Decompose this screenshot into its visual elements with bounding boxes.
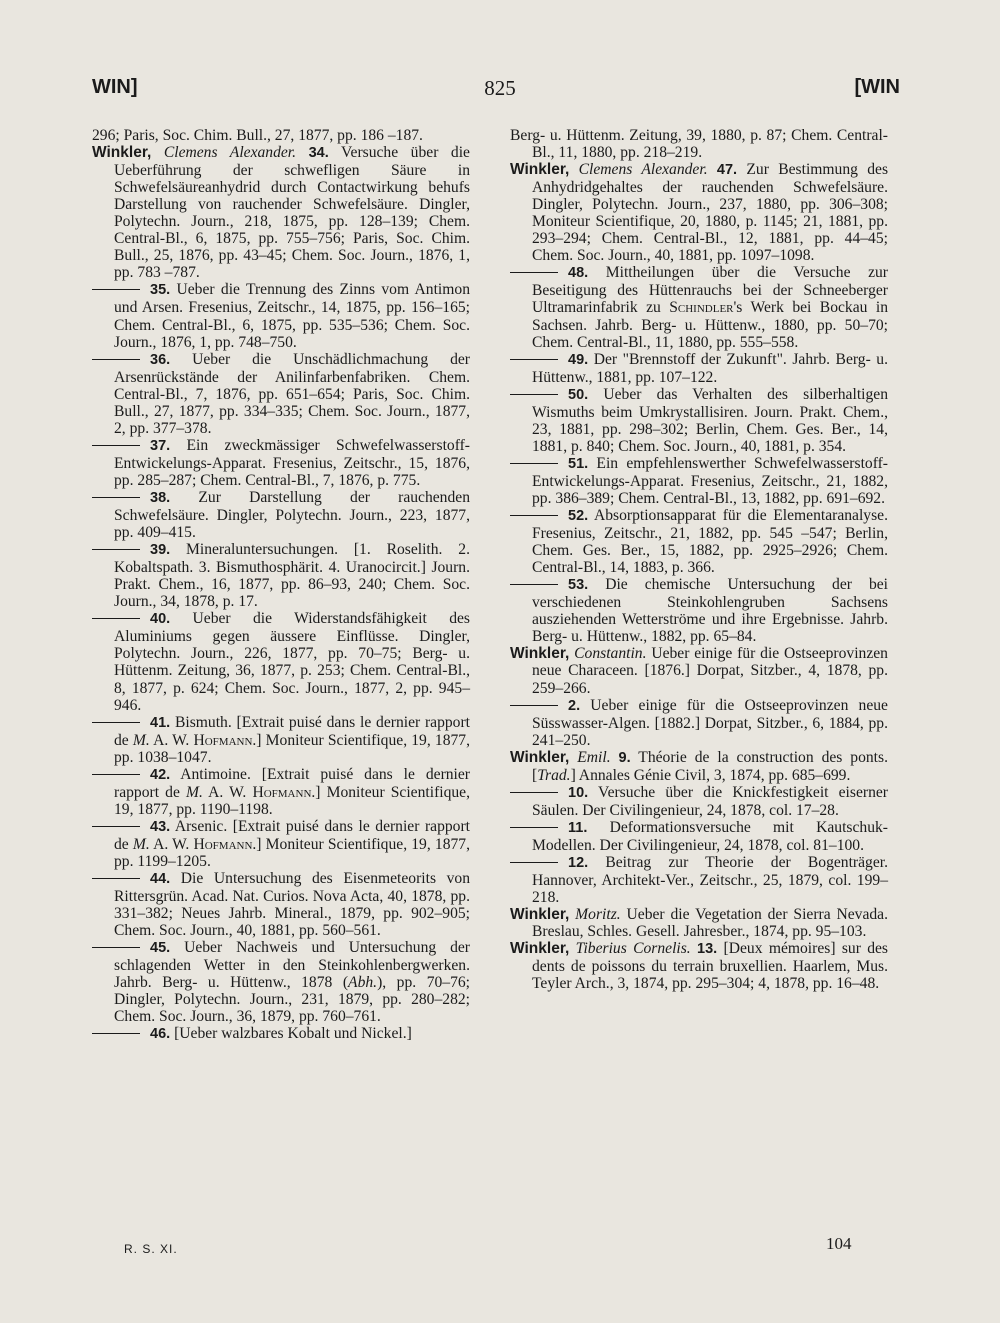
entry-text: Arsenic. [Extrait puisé dans le dernier rapport de bbox=[114, 817, 470, 853]
ditto-dash bbox=[510, 394, 558, 395]
entry-text: Antimoine. [Extrait puisé dans le dernier rapport de bbox=[114, 765, 471, 801]
entry-text: Ein zweckmässiger Schwefelwasserstoff-Entwickelungs-Apparat. Fresenius, Zeitschr., 15, 1876, pp. 285–287; Chem. Central-Bl., 7, 1876, p. 775. bbox=[114, 436, 470, 489]
entry-small-caps: Hofmann bbox=[193, 731, 253, 749]
work-entry bbox=[510, 264, 888, 350]
work-entry bbox=[510, 507, 888, 576]
work-entry bbox=[92, 870, 470, 939]
entry-number: 34. bbox=[308, 145, 329, 162]
ditto-dash bbox=[92, 722, 140, 723]
work-entry bbox=[510, 576, 888, 645]
work-entry bbox=[92, 281, 470, 350]
running-head-left: WIN] bbox=[92, 76, 138, 98]
author-given-names: Clemens Alexander. bbox=[163, 144, 297, 162]
ditto-dash bbox=[92, 878, 140, 879]
ditto-dash bbox=[92, 289, 140, 290]
entry-number: 9. bbox=[618, 749, 631, 766]
ditto-dash bbox=[92, 826, 140, 827]
entry-text: Ueber einige für die Ostseeprovinzen neue Characeen. [1876.] Dorpat, Sitzber., 4, 1878, pp. 259–266. bbox=[532, 645, 888, 697]
entry-number: 42. bbox=[150, 766, 171, 783]
author-given-names: Emil. bbox=[577, 748, 611, 766]
entry-text: .] Moniteur Scientifique, 19, 1877, pp. 1038–1047. bbox=[114, 731, 470, 766]
work-entry bbox=[92, 351, 470, 437]
entry-number: 10. bbox=[568, 784, 589, 801]
work-entry bbox=[92, 766, 470, 818]
entry-text: Berg- u. Hüttenm. Zeitung, 39, 1880, p. 87; Chem. Central-Bl., 11, 1880, pp. 218–219. bbox=[510, 127, 888, 162]
entry-text: Versuche über die Knickfestigkeit eiserner Säulen. Der Civilingenieur, 24, 1878, col. 17–28. bbox=[532, 783, 888, 819]
author-given-names: Moritz. bbox=[575, 906, 621, 924]
ditto-dash bbox=[510, 584, 558, 585]
ditto-dash bbox=[92, 618, 140, 619]
ditto-dash bbox=[510, 862, 558, 863]
entry-number: 11. bbox=[568, 819, 588, 836]
work-entry bbox=[92, 489, 470, 541]
entry-italic: M. bbox=[132, 731, 150, 749]
entry-text: ] Annales Génie Civil, 3, 1874, pp. 685–699. bbox=[570, 766, 851, 784]
entry-text: Die chemische Untersuchung der bei verschiedenen Steinkohlengruben Sachsens ausziehenden Wetterströme und ihre Ergebnisse. Jahrb. Berg- u. Hüttenw., 1882, pp. 65–84. bbox=[532, 576, 888, 646]
entry-text: A. W. bbox=[202, 783, 253, 801]
page-number: 825 bbox=[484, 76, 516, 100]
entry-number: 41. bbox=[150, 714, 171, 731]
entry-number: 45. bbox=[150, 940, 171, 957]
entry-text: Ueber einige für die Ostseeprovinzen neue Süsswasser-Algen. [1882.] Dorpat, Sitzber., 6, 1884, pp. 241–250. bbox=[532, 696, 888, 749]
entry-text: Zur Darstellung der rauchenden Schwefelsäure. Dingler, Polytechn. Journ., 223, 1877, pp. 409–415. bbox=[114, 488, 470, 542]
entry-number: 48. bbox=[568, 265, 589, 282]
entry-text: 296; Paris, Soc. Chim. Bull., 27, 1877, pp. 186 –187. bbox=[92, 127, 423, 144]
entry-number: 51. bbox=[568, 455, 589, 472]
author-entry bbox=[92, 144, 470, 281]
ditto-dash bbox=[510, 359, 558, 360]
entry-small-caps: Hofmann bbox=[193, 835, 253, 853]
ditto-dash bbox=[92, 947, 140, 948]
entry-text: Ueber die Unschädlichmachung der Arsenrückstände der Anilinfarbenfabriken. Chem. Central-Bl., 7, 1876, pp. 651–654; Paris, Soc. Chim. Bull., 27, 1877, pp. 334–335; Chem. Soc. Journ., 1877, 2, pp. 377–378. bbox=[114, 350, 470, 437]
entry-text: Ueber das Verhalten des silberhaltigen Wismuths beim Umkrystallisiren. Journ. Prakt. Chem., 23, 1881, pp. 298–302; Berlin, Chem. Ges. Ber., 14, 1881, p. 840; Chem. Soc. Journ., 40, 1881, p. 354. bbox=[532, 385, 888, 455]
signature-mark: R. S. XI. bbox=[124, 1242, 178, 1256]
author-entry bbox=[510, 645, 888, 696]
entry-text: Ueber die Widerstandsfähigkeit des Aluminiums gegen äussere Einflüsse. Dingler, Polytechn. Journ., 226, 1877, pp. 70–75; Berg- u. Hüttenm. Zeitung, 36, 1877, p. 253; Chem. Central-Bl., 8, 1877, p. 624; Chem. Soc. Journ., 1877, 2, pp. 945–946. bbox=[114, 610, 470, 714]
entry-italic: M. bbox=[132, 835, 150, 853]
entry-text: Beitrag zur Theorie der Bogenträger. Hannover, Architekt-Ver., Zeitschr., 25, 1879, col. 199–218. bbox=[532, 853, 888, 907]
entry-number: 37. bbox=[150, 437, 171, 454]
ditto-dash bbox=[510, 463, 558, 464]
work-entry bbox=[510, 386, 888, 455]
work-entry bbox=[92, 541, 470, 610]
work-entry bbox=[510, 819, 888, 854]
sheet-number: 104 bbox=[826, 1234, 852, 1253]
right-column bbox=[510, 127, 888, 992]
entry-small-caps: Hofmann bbox=[252, 783, 312, 801]
entry-text: [Deux mémoires] sur des dents de poissons du terrain bruxellien. Haarlem, Mus. Teyler Arch., 3, 1874, pp. 295–304; 4, 1878, pp. 16–48. bbox=[532, 940, 888, 993]
entry-text: Bismuth. [Extrait puisé dans le dernier rapport de bbox=[114, 713, 470, 749]
author-surname: Winkler, bbox=[510, 161, 570, 179]
entry-text: Mittheilungen über die Versuche zur Beseitigung des Hüttenrauchs bei der Schneeberger Ultramarinfabrik zu bbox=[532, 264, 888, 317]
author-entry bbox=[510, 161, 888, 264]
entry-text: .] Moniteur Scientifique, 19, 1877, pp. 1199–1205. bbox=[114, 835, 470, 870]
entry-text: Ueber Nachweis und Untersuchung der schlagenden Wetter in den Steinkohlenbergwerken. Jahrb. Berg- u. Hüttenw., 1878 ( bbox=[114, 939, 471, 992]
entry-italic: M. bbox=[186, 783, 203, 801]
author-surname: Winkler, bbox=[510, 940, 570, 958]
ditto-dash bbox=[510, 792, 558, 793]
work-entry bbox=[510, 854, 888, 906]
author-entry bbox=[510, 749, 888, 784]
author-surname: Winkler, bbox=[510, 645, 570, 663]
running-head-right: [WIN bbox=[854, 76, 900, 98]
ditto-dash bbox=[92, 497, 140, 498]
ditto-dash bbox=[510, 272, 558, 273]
work-entry bbox=[510, 697, 888, 749]
author-surname: Winkler, bbox=[92, 144, 152, 162]
work-entry bbox=[92, 437, 470, 489]
entry-text: Deformationsversuche mit Kautschuk-Modellen. Der Civilingenieur, 24, 1878, col. 81–100. bbox=[532, 818, 888, 854]
ditto-dash bbox=[510, 705, 558, 706]
work-entry bbox=[510, 351, 888, 386]
author-given-names: Tiberius Cornelis. bbox=[575, 940, 691, 958]
entry-number: 43. bbox=[150, 818, 171, 835]
entry-text: Zur Bestimmung des Anhydridgehaltes der rauchenden Schwefelsäure. Dingler, Polytechn. Journ., 237, 1880, pp. 306–308; Moniteur Scientifique, 20, 1880, p. 1145; 21, 1881, pp. 293–294; Chem. Central-Bl., 12, 1881, pp. 44–45; Chem. Soc. Journ., 40, 1881, pp. 1097–1098. bbox=[532, 161, 889, 265]
entry-number: 47. bbox=[716, 162, 738, 179]
entry-small-caps: Schindler bbox=[669, 299, 734, 317]
continued-entry bbox=[92, 127, 470, 144]
work-entry bbox=[92, 714, 470, 766]
entry-text: Ueber die Trennung des Zinns vom Antimon und Arsen. Fresenius, Zeitschr., 14, 1875, pp. 156–165; Chem. Central-Bl., 6, 1875, pp. 535–536; Chem. Soc. Journ., 1876, 1, pp. 748–750. bbox=[114, 281, 470, 351]
entry-text: Ein empfehlenswerther Schwefelwasserstoff-Entwickelungs-Apparat. Fresenius, Zeitschr., 21, 1882, pp. 386–389; Chem. Central-Bl., 13, 1882, pp. 691–692. bbox=[532, 454, 888, 507]
entry-text: [Ueber walzbares Kobalt und Nickel.] bbox=[174, 1025, 412, 1043]
entry-number: 46. bbox=[150, 1026, 171, 1043]
entry-text: Absorptionsapparat für die Elementaranalyse. Fresenius, Zeitschr., 21, 1882, pp. 545 –547; Berlin, Chem. Ges. Ber., 15, 1882, pp. 2925–2926; Chem. Central-Bl., 14, 1883, p. 366. bbox=[532, 507, 888, 577]
entry-text: A. W. bbox=[149, 731, 194, 749]
work-entry bbox=[92, 1025, 470, 1043]
ditto-dash bbox=[92, 774, 140, 775]
entry-number: 36. bbox=[150, 351, 171, 368]
entry-text: Die Untersuchung des Eisenmeteorits von Rittersgrün. Acad. Nat. Curios. Nova Acta, 40, 1878, pp. 331–382; Neues Jahrb. Mineral., 1879, pp. 902–905; Chem. Soc. Journ., 40, 1881, pp. 560–561. bbox=[114, 870, 471, 940]
entry-italic: Abh. bbox=[348, 974, 378, 992]
entry-number: 50. bbox=[568, 386, 589, 403]
entry-number: 39. bbox=[150, 542, 171, 559]
entry-number: 53. bbox=[568, 577, 589, 594]
entry-number: 2. bbox=[568, 697, 581, 714]
entry-number: 38. bbox=[150, 489, 171, 506]
entry-text: ), pp. 70–76; Dingler, Polytechn. Journ., 231, 1879, pp. 280–282; Chem. Soc. Journ., 36, 1879, pp. 760–761. bbox=[114, 974, 471, 1026]
entry-number: 40. bbox=[150, 611, 171, 628]
entry-number: 52. bbox=[568, 508, 589, 525]
entry-text: Ueber die Vegetation der Sierra Nevada. Breslau, Schles. Gesell. Jahresber., 1874, pp. 95–103. bbox=[532, 906, 888, 941]
ditto-dash bbox=[92, 445, 140, 446]
entry-text: Der "Brennstoff der Zukunft". Jahrb. Berg- u. Hüttenw., 1881, pp. 107–122. bbox=[532, 350, 888, 386]
entry-text: Versuche über die Ueberführung der schwefligen Säure in Schwefelsäureanhydrid durch Contactwirkung behufs Darstellung von rauchender Schwefelsäure. Dingler, Polytechn. Journ., 218, 1875, pp. 128–139; Chem. Central-Bl., 6, 1875, pp. 755–756; Paris, Soc. Chim. Bull., 25, 1876, pp. 43–45; Chem. Soc. Journ., 1876, 1, pp. 783 –787. bbox=[114, 144, 470, 282]
left-column bbox=[92, 127, 470, 1043]
work-entry bbox=[510, 784, 888, 819]
entry-number: 35. bbox=[150, 282, 171, 299]
author-surname: Winkler, bbox=[510, 748, 570, 766]
entry-text: A. W. bbox=[149, 835, 194, 853]
work-entry bbox=[92, 818, 470, 870]
entry-number: 44. bbox=[150, 871, 171, 888]
entry-text: Théorie de la construction des ponts. [ bbox=[532, 748, 888, 784]
ditto-dash bbox=[510, 515, 558, 516]
continued-entry bbox=[510, 127, 888, 161]
entry-text: 's Werk bei Bockau in Sachsen. Jahrb. Berg- u. Hüttenw., 1880, pp. 50–70; Chem. Central-Bl., 11, 1880, pp. 555–558. bbox=[532, 299, 888, 351]
author-surname: Winkler, bbox=[510, 906, 570, 924]
work-entry bbox=[92, 610, 470, 713]
author-given-names: Constantin. bbox=[574, 645, 647, 663]
ditto-dash bbox=[92, 359, 140, 360]
entry-number: 49. bbox=[568, 351, 589, 368]
entry-number: 13. bbox=[697, 941, 718, 958]
work-entry bbox=[92, 939, 470, 1025]
work-entry bbox=[510, 455, 888, 507]
entry-number: 12. bbox=[568, 854, 589, 871]
author-entry bbox=[510, 906, 888, 940]
ditto-dash bbox=[92, 549, 140, 550]
ditto-dash bbox=[510, 827, 558, 828]
author-entry bbox=[510, 940, 888, 992]
author-given-names: Clemens Alexander. bbox=[578, 161, 708, 179]
ditto-dash bbox=[92, 1033, 140, 1034]
entry-text: Mineraluntersuchungen. [1. Roselith. 2. Kobaltspath. 3. Bismuthosphärit. 4. Uranocircit.] Journ. Prakt. Chem., 16, 1877, pp. 86–93, 240; Chem. Soc. Journ., 34, 1878, p. 17. bbox=[114, 541, 470, 611]
entry-text: .] Moniteur Scientifique, 19, 1877, pp. 1190–1198. bbox=[114, 783, 471, 818]
entry-italic: Trad. bbox=[537, 766, 571, 784]
